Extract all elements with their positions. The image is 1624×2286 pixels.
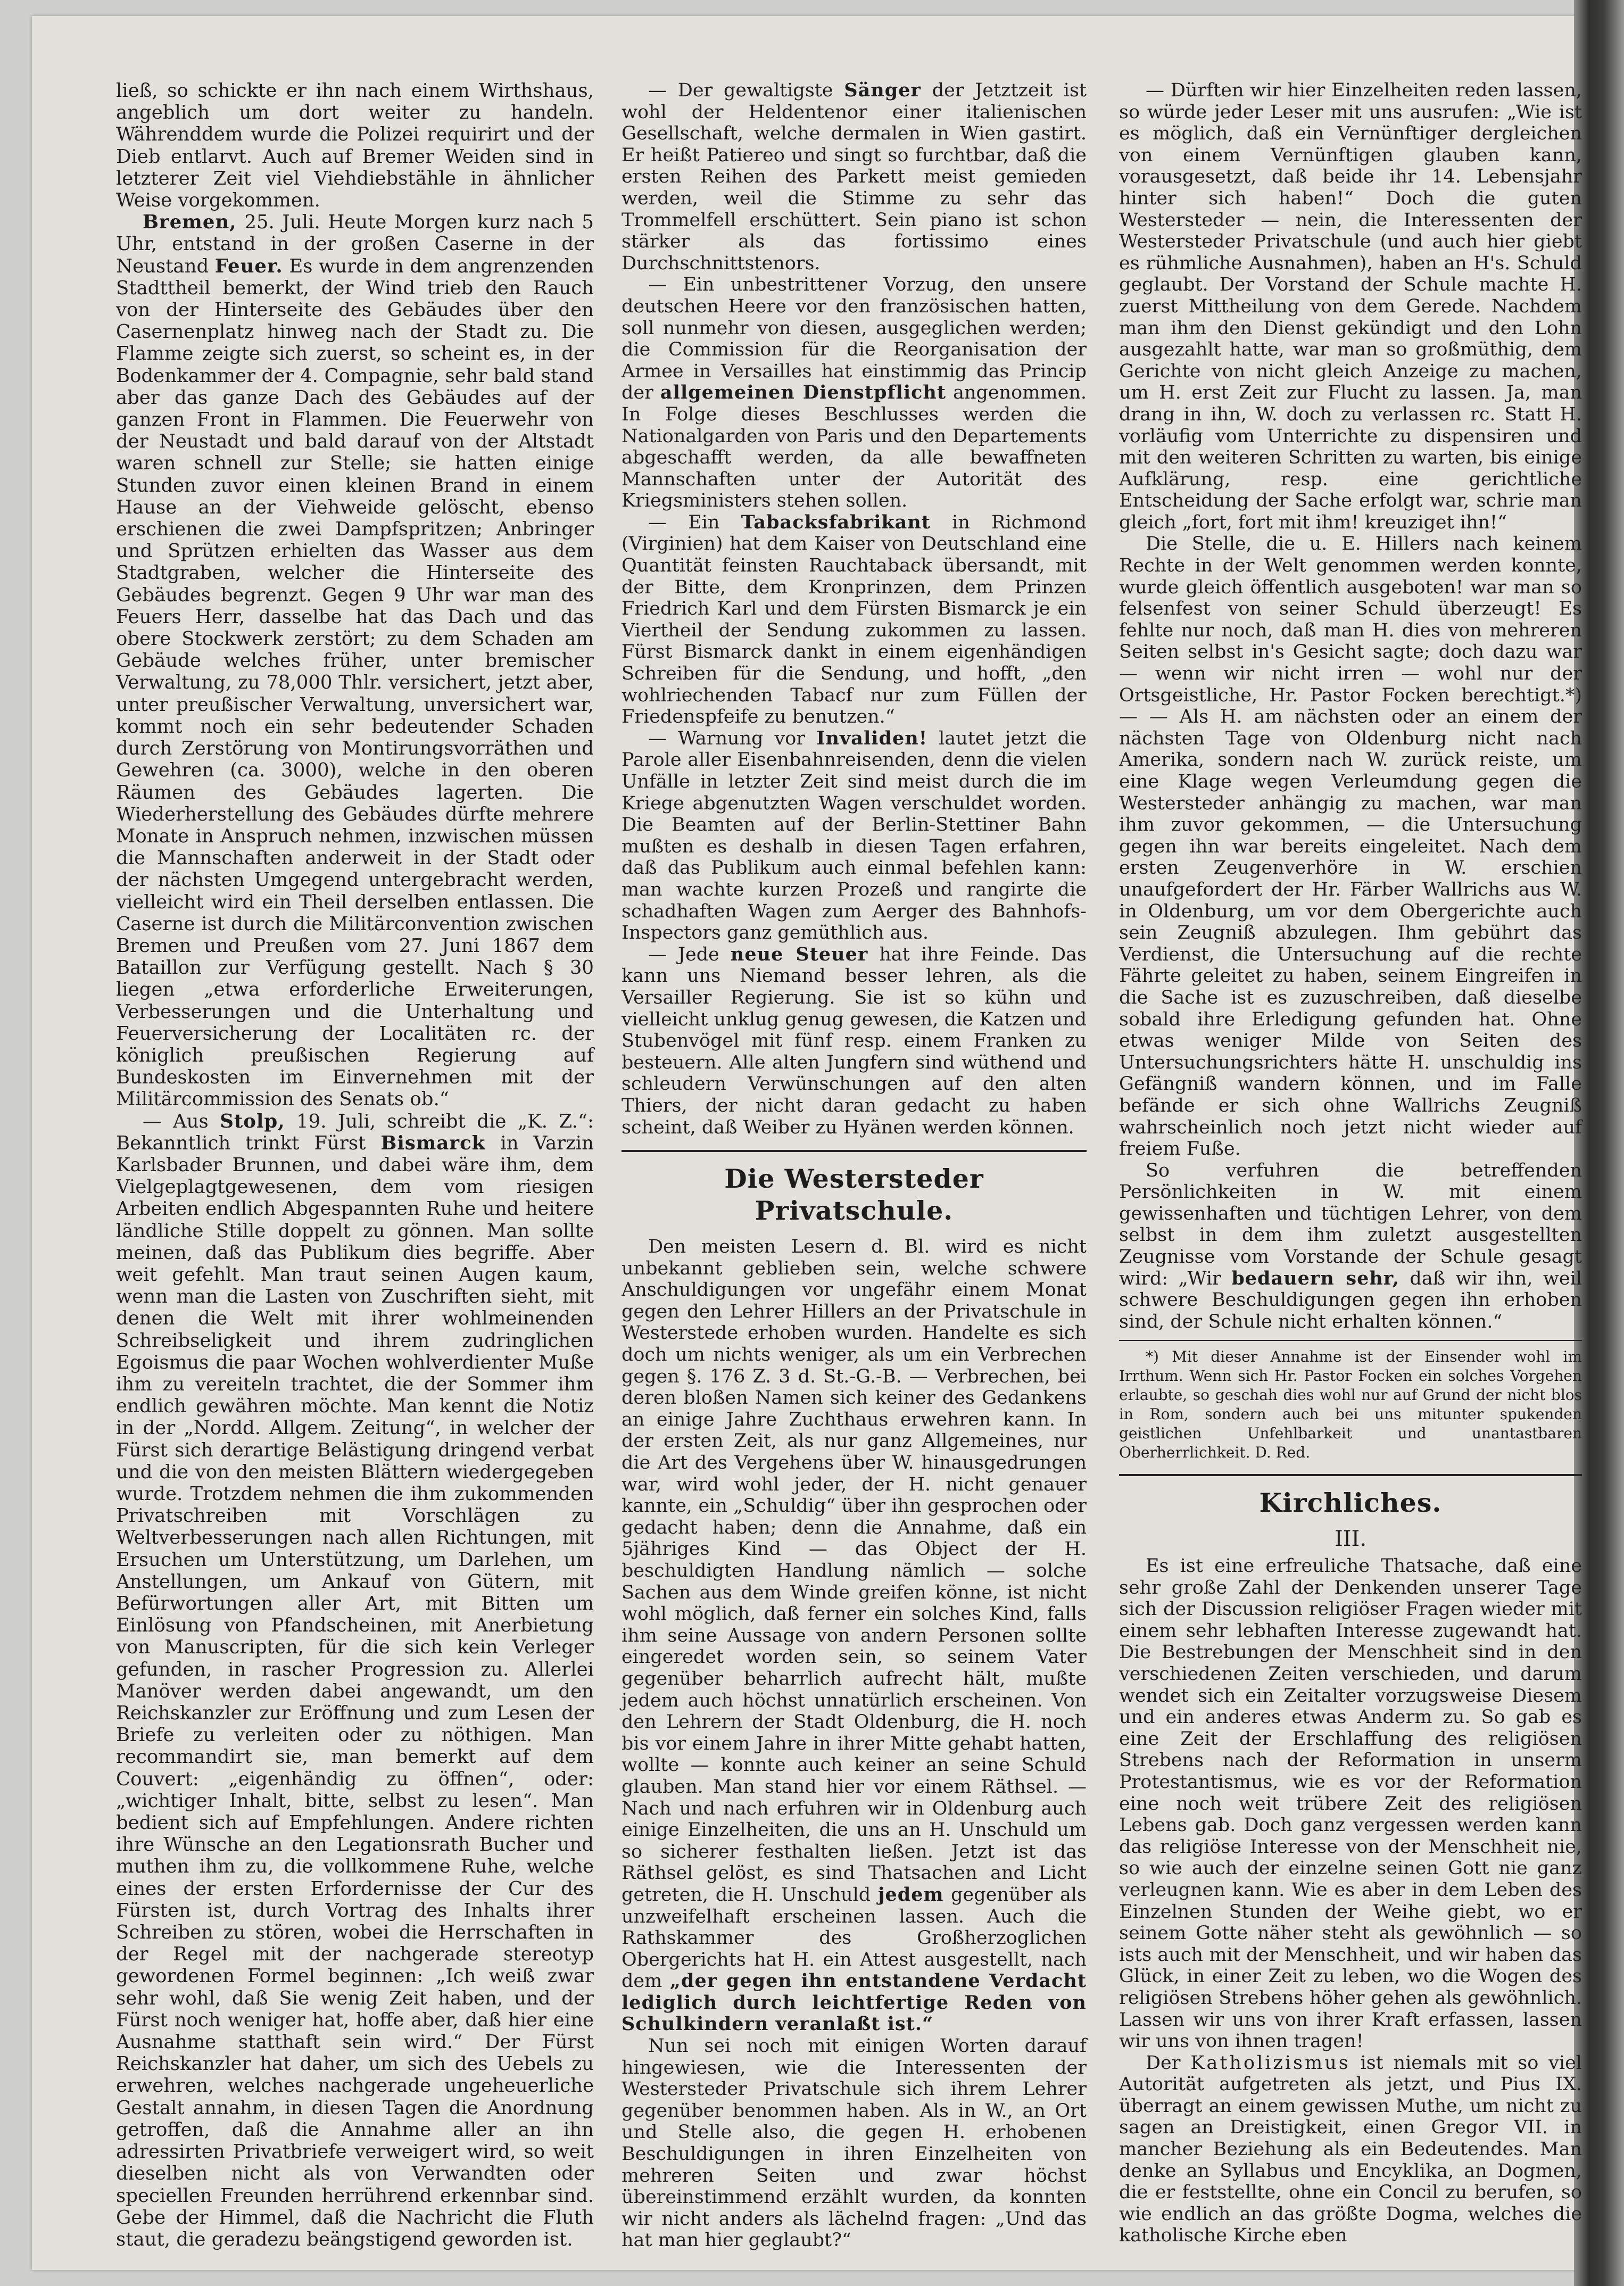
keyword-neue-steuer: neue Steuer — [730, 943, 868, 965]
footnote-divider — [1119, 1340, 1582, 1341]
paragraph-theft: ließ, so schickte er ihn nach einem Wirthshaus, angeblich um dort weiter zu handeln. Währenddem wurde die Polizei requirirt und der Dieb entlarvt. Auch auf Bremer Weiden sind in letzterer Zeit viel Viehdiebstähle in ähnlicher Weise vorgekommen. — [116, 80, 594, 212]
text-column-3 — [1119, 80, 1582, 2247]
paragraph-school-3: — Dürften wir hier Einzelheiten reden lassen, so würde jeder Leser mit uns ausrufen: „Wie ist es möglich, daß ein Vernünftiger dergleichen von einem Vernünftigen glauben kann, vorausgesetzt, daß beide ihr 14. Lebensjahr hinter sich haben!“ Doch die guten Westersteder — nein, die Interessenten der Westersteder Privatschule (und auch hier giebt es rühmliche Ausnahmen), haben an H's. Schuld geglaubt. Der Vorstand der Schule machte H. zuerst Mittheilung von dem Gerede. Nachdem man ihm den Dienst gekündigt und den Lohn ausgezahlt hatte, war man so großmüthig, dem Gerichte von nicht gleich Anzeige zu machen, um H. erst Zeit zur Flucht zu lassen. Ja, man drang in ihn, W. doch zu verlassen rc. Statt H. vorläufig vom Unterrichte zu dispensiren und mit den weiteren Schritten zu warten, bis einige Aufklärung, resp. eine gerichtliche Entscheidung der Sache erfolgt war, schrie man gleich „fort, fort mit ihm! kreuziget ihn!“ — [1119, 80, 1582, 533]
section-divider — [622, 1150, 1087, 1152]
article-heading-kirchliches: Kirchliches. — [1259, 1487, 1442, 1519]
paragraph-tobacco: — Ein Tabacksfabrikant in Richmond (Virginien) hat dem Kaiser von Deutschland eine Quantität feinsten Rauchtaback übersandt, mit der Bitte, dem Kronprinzen, dem Prinzen Friedrich Karl und dem Fürsten Bismarck je ein Viertheil der Sendung zukommen zu lassen. Fürst Bismarck dankt in einem eigenhändigen Schreiben für die Sendung, und hofft, „den wohlriechenden Tabacf nur zum Füllen der Friedenspfeife zu benutzen.“ — [622, 511, 1087, 728]
paragraph-church-1: Es ist eine erfreuliche Thatsache, daß eine sehr große Zahl der Denkenden unserer Tage sich der Discussion religiöser Fragen wieder mit einem sehr lebhaften Interesse zugewandt hat. Die Bestrebungen der Menschheit sind in den verschiedenen Zeiten verschieden, und darum wendet sich ein Zeitalter vorzugsweise Diesem und ein anderes etwas Anderm zu. So gab es eine Zeit der Erschlaffung des religiösen Strebens nach der Reformation in unserm Protestantismus, wie es vor der Reformation eine noch weit trübere Zeit des religiösen Lebens gab. Doch ganz vergessen werden kann das religiöse Interesse von der Menschheit nie, so wie auch der einzelne seinen Gott nie ganz verleugnen kann. Wie es aber in dem Leben des Einzelnen Stunden der Weihe giebt, wo er seinem Gotte näher steht als gewöhnlich — so ists auch mit der Menschheit, und wir haben das Glück, in einer Zeit zu leben, wo die Wogen des religiösen Strebens höher gehen als gewöhnlich. Lassen wir uns von ihrer Kraft erfassen, lassen wir uns von ihnen tragen! — [1119, 1555, 1582, 2052]
keyword-invaliden: Invaliden! — [816, 727, 928, 749]
article-part-number: III. — [1334, 1527, 1367, 1552]
text-column-2 — [622, 80, 1087, 2251]
quote-attest: „der gegen ihn entstandene Verdacht lediglich durch leichtfertige Reden von Schulkindern veranlaßt ist.“ — [622, 1970, 1087, 2035]
paragraph-singer: — Der gewaltigste Sänger der Jetztzeit ist wohl der Heldentenor einer italienischen Gesellschaft, welche dermalen in Wien gastirt. Er heißt Patiereo und singt so furchtbar, daß die ersten Reihen des Parkett meist gemieden werden, weil die Stimme zu sehr das Trommelfell erschüttert. Sein piano ist schon stärker als das fortissimo eines Durchschnittstenors. — [622, 79, 1087, 274]
keyword-tabacksfabrikant: Tabacksfabrikant — [741, 511, 931, 533]
keyword-saenger: Sänger — [844, 79, 921, 101]
paragraph-military-service: — Ein unbestrittener Vorzug, den unsere deutschen Heere vor den französischen hatten, soll nunmehr von diesen, ausgeglichen werden; die Commission für die Reorganisation der Armee in Versailles hat einstimmig das Princip der allgemeinen Dienstpflicht angenommen. In Folge dieses Beschlusses werden die Nationalgarden von Paris und den Departements abgeschafft werden, da alle bewaffneten Mannschaften unter der Autorität des Kriegsministers stehen sollen. — [622, 274, 1087, 512]
name-bismarck: Bismarck — [380, 1132, 486, 1154]
paragraph-stolp: — Aus Stolp, 19. Juli, schreibt die „K. Z.“: Bekanntlich trinkt Fürst Bismarck in Varzin Karlsbader Brunnen, und dabei wäre ihm, dem Vielgeplagtgewesenen, dem vom riesigen Arbeiten endlich Abgespannten Ruhe und heitere ländliche Stille doppelt zu gönnen. Man sollte meinen, daß das Publikum dies begriffe. Aber weit gefehlt. Man traut seinen Augen kaum, wenn man die Lasten von Zuschriften sieht, mit denen die Welt mit ihrer wohlmeinenden Schreibseligkeit und ihrem zudringlichen Egoismus die paar Wochen wohlverdienter Muße ihm zu vereiteln trachtet, die der Sommer ihm endlich gewähren möchte. Man kennt die Notiz in der „Nordd. Allgem. Zeitung“, in welcher der Fürst sich derartige Belästigung dringend verbat und die von den meisten Blättern wiedergegeben wurde. Trotzdem nehmen die ihm zukommenden Privatschreiben mit Vorschlägen zu Weltverbesserungen nach allen Richtungen, mit Ersuchen um Unterstützung, um Darlehen, um Anstellungen, um Ankauf von Gütern, mit Befürwortungen aller Art, mit Bitten um Einlösung von Pfandscheinen, mit Anerbietung von Manuscripten, für die sich kein Verleger gefunden, in rascher Progression zu. Allerlei Manöver werden dabei angewandt, um den Reichskanzler zur Eröffnung und zum Lesen der Briefe zu verleiten oder zu nöthigen. Man recommandirt sie, man bemerkt auf dem Couvert: „eigenhändig zu öffnen“, oder: „wichtiger Inhalt, bitte, selbst zu lesen“. Man bedient sich auf Empfehlungen. Andere richten ihre Wünsche an den Legationsrath Bucher und muthen ihm zu, die vollkommene Ruhe, welche eines der ersten Erfordernisse der Cur des Fürsten ist, durch Vortrag des Inhalts ihrer Schreiben zu stören, wobei die Herrschaften in der Regel mit der nachgerade stereotyp gewordenen Formel beginnen: „Ich weiß zwar sehr wohl, daß Sie wenig Zeit haben, und der Fürst noch weniger hat, hoffe aber, daß hier eine Ausnahme statthaft sein wird.“ Der Fürst Reichskanzler hat daher, um sich des Uebels zu erwehren, welches nachgerade ungeheuerliche Gestalt annahm, in diesen Tagen die Anordnung getroffen, daß die Annahme aller an ihn adressirten Privatbriefe verweigert wird, so weit dieselben nicht als von Verwandten oder speciellen Freunden herrührend erkennbar sind. Gebe der Himmel, daß die Nachricht die Fluth staut, die geradezu beängstigend geworden ist. — [116, 1110, 594, 2250]
place-heading-bremen: Bremen, — [143, 211, 237, 234]
paragraph-school-4: Die Stelle, die u. E. Hillers nach keinem Rechte in der Welt genommen werden konnte, wurde gleich öffentlich ausgeboten! war man so felsenfest von seiner Schuld überzeugt! Es fehlte nur noch, daß man H. dies von mehreren Seiten selbst in's Gesicht sagte; doch dazu war — wenn wir nicht irren — wohl nur der Ortsgeistliche, Hr. Pastor Focken berechtigt.*) — — Als H. am nächsten oder an einem der nächsten Tage von Oldenburg nicht nach Amerika, sondern nach W. zurück reiste, um eine Klage wegen Verleumdung gegen die Westersteder anhängig zu machen, war man ihm zuvor gekommen, — die Untersuchung gegen ihn war bereits eingeleitet. Nach dem ersten Zeugenverhöre in W. erschien unaufgefordert der Hr. Färber Wallrichs aus W. in Oldenburg, um vor dem Obergerichte auch sein Zeugniß abzulegen. Ihm gebührt das Verdienst, die Untersuchung auf die rechte Fährte geleitet zu haben, seinem Eingreifen in die Sache ist es zuzuschreiben, daß dieselbe sobald ihre Erledigung gefunden hat. Ohne etwas weniger Milde von Seiten des Untersuchungsrichters hätte H. unschuldig ins Gefängniß wandern können, und im Falle befände er sich ohne Wallrichs Zeugniß wahrscheinlich noch jetzt nicht wieder auf freiem Fuße. — [1119, 533, 1582, 1160]
paragraph-school-2: Nun sei noch mit einigen Worten darauf hingewiesen, wie die Interessenten der Westersteder Privatschule sich ihrem Lehrer gegenüber benommen haben. Als in W., an Ort und Stelle also, die gegen H. erhobenen Beschuldigungen in ihren Einzelheiten von mehreren Seiten und zwar höchst übereinstimmend erzählt wurden, da konnten wir nicht anders als lächelnd fragen: „Und das hat man hier geglaubt?“ — [622, 2035, 1087, 2251]
keyword-feuer: Feuer. — [214, 255, 283, 277]
keyword-dienstpflicht: allgemeinen Dienstpflicht — [660, 382, 947, 404]
paragraph-new-tax: — Jede neue Steuer hat ihre Feinde. Das kann uns Niemand besser lehren, als die Versailler Regierung. Sie ist so kühn und vielleicht unklug genug gewesen, die Katzen und Stubenvögel mit fünf resp. einem Franken zu besteuern. Alle alten Jungfern sind wüthend und schleudern Verwünschungen auf den alten Thiers, der nicht daran gedacht zu haben scheint, daß Weiber zu Hyänen werden können. — [622, 943, 1087, 1138]
place-heading-stolp: Stolp, — [220, 1110, 285, 1132]
keyword-jedem: jedem — [877, 1883, 944, 1906]
paragraph-church-2: Der Katholizismus ist niemals mit so viel Autorität aufgetreten als jetzt, und Pius IX. überragt an einem gewissen Muthe, um nicht zu sagen an Dreistigkeit, einen Gregor VII. in mancher Beziehung als ein Bedeutendes. Man denke an Syllabus und Encyklika, an Dogmen, die er feststellte, ohne ein Concil zu berufen, so wie endlich an das größte Dogma, welches die katholische Kirche eben — [1119, 2052, 1582, 2247]
keyword-katholizismus: Katholizismus — [1190, 2052, 1350, 2074]
paragraph-invalids: — Warnung vor Invaliden! lautet jetzt die Parole aller Eisenbahnreisenden, denn die vielen Unfälle in letzter Zeit sind meist durch die im Kriege abgenutzten Wagen verschuldet worden. Die Beamten auf der Berlin-Stettiner Bahn mußten es deshalb in diesen Tagen erfahren, daß das Publikum auch einmal befehlen kann: man wachte kurzen Prozeß und rangirte die schadhaften Wagen zum Aerger des Bahnhofs-Inspectors ganz gemüthlich aus. — [622, 727, 1087, 944]
keyword-bedauern: bedauern sehr, — [1231, 1267, 1399, 1289]
paragraph-bremen-fire: Bremen, 25. Juli. Heute Morgen kurz nach 5 Uhr, entstand in der großen Caserne in der Neustand Feuer. Es wurde in dem angrenzenden Stadttheil bemerkt, der Wind trieb den Rauch von der Hinterseite des Gebäudes über den Casernenplatz hinweg nach der Stadt zu. Die Flamme zeigte sich zuerst, so scheint es, in der Bodenkammer der 4. Compagnie, sehr bald stand aber das ganze Dach des Gebäudes auf der ganzen Front in Flammen. Die Feuerwehr von der Neustadt und bald darauf von der Altstadt waren schnell zur Stelle; sie hatten einige Stunden zuvor einen kleinen Brand in einem Hause an der Viehweide gelöscht, ebenso erschienen die zwei Dampfspritzen; Anbringer und Sprützen erhielten das Wasser aus dem Stadtgraben, welcher die Hinterseite des Gebäudes begrenzt. Gegen 9 Uhr war man des Feuers Herr, dasselbe hat das Dach und das obere Stockwerk zerstört; zu dem Schaden am Gebäude welches früher, unter bremischer Verwaltung, zu 78,000 Thlr. versichert, jetzt aber, unter preußischer Verwaltung, unversichert war, kommt noch ein sehr bedeutender Schaden durch Zerstörung von Montirungsvorräthen und Gewehren (ca. 3000), welche in den oberen Räumen des Gebäudes lagerten. Die Wiederherstellung des Gebäudes dürfte mehrere Monate in Anspruch nehmen, inzwischen müssen die Mannschaften anderweit in der Stadt oder der nächsten Umgegend untergebracht werden, vielleicht wird ein Theil derselben entlassen. Die Caserne ist durch die Militärconvention zwischen Bremen und Preußen vom 27. Juni 1867 dem Bataillon zur Verfügung gestellt. Nach § 30 liegen „etwa erforderliche Erweiterungen, Verbesserungen und die Unterhaltung und Feuerversicherung der Localitäten rc. der königlich preußischen Regierung auf Bundeskosten im Einvernehmen mit der Militärcommission des Senats ob.“ — [116, 211, 594, 1111]
section-divider-2 — [1119, 1474, 1582, 1476]
article-heading-privatschule: Die Westersteder Privatschule. — [724, 1163, 984, 1227]
footnote: *) Mit dieser Annahme ist der Einsender wohl im Irrthum. Wenn sich Hr. Pastor Focken ein solches Vorgehen erlaubte, so geschah dies wohl nur auf Grund der nicht blos in Rom, sondern auch bei uns mitunter spukenden geistlichen Unfehlbarkeit und unantastbaren Oberherrlichkeit. D. Red. — [1119, 1348, 1582, 1462]
text-column-1 — [116, 80, 594, 2250]
paragraph-school-5: So verfuhren die betreffenden Persönlichkeiten in W. mit einem gewissenhaften und tüchtigen Lehrer, von dem selbst in dem ihm zuletzt ausgestellten Zeugnisse vom Vorstande der Schule gesagt wird: „Wir bedauern sehr, daß wir ihn, weil schwere Beschuldigungen gegen ihn erhoben sind, der Schule nicht erhalten können.“ — [1119, 1159, 1582, 1332]
paragraph-school-1: Den meisten Lesern d. Bl. wird es nicht unbekannt geblieben sein, welche schwere Anschuldigungen vor ungefähr einem Monat gegen den Lehrer Hillers an der Privatschule in Westerstede erhoben wurden. Handelte es sich doch um nichts weniger, als um ein Verbrechen gegen §. 176 Z. 3 d. St.-G.-B. — Verbrechen, bei deren bloßen Namen sich keiner des Gedankens an einige Jahre Zuchthaus erwehren kann. In der ersten Zeit, als nur ganz Allgemeines, nur die Art des Vergehens über W. hinausgedrungen war, wird wohl jeder, der H. nicht genauer kannte, ein „Schuldig“ über ihn gesprochen oder gedacht haben; denn die Annahme, daß ein 5jähriges Kind — das Object der H. beschuldigten Handlung nämlich — solche Sachen aus dem Winde greifen könne, ist nicht wohl möglich, daß ferner ein solches Kind, falls ihm seine Aussage von andern Personen sollte eingeredet worden sein, so seinem Vater gegenüber beharrlich aufrecht hält, mußte jedem auch höchst unnatürlich erscheinen. Von den Lehrern der Stadt Oldenburg, die H. noch bis vor einem Jahre in ihrer Mitte gehabt hatten, wollte — konnte auch keiner an seine Schuld glauben. Man stand hier vor einem Räthsel. — Nach und nach erfuhren wir in Oldenburg auch einige Einzelheiten, die uns an H. Unschuld um so sicherer festhalten ließen. Jetzt ist das Räthsel gelöst, es sind Thatsachen and Licht getreten, die H. Unschuld jedem gegenüber als unzweifelhaft erscheinen lassen. Auch die Rathskammer des Großherzoglichen Obergerichts hat H. ein Attest ausgestellt, nach dem „der gegen ihn entstandene Verdacht lediglich durch leichtfertige Reden von Schulkindern veranlaßt ist.“ — [622, 1236, 1087, 2035]
